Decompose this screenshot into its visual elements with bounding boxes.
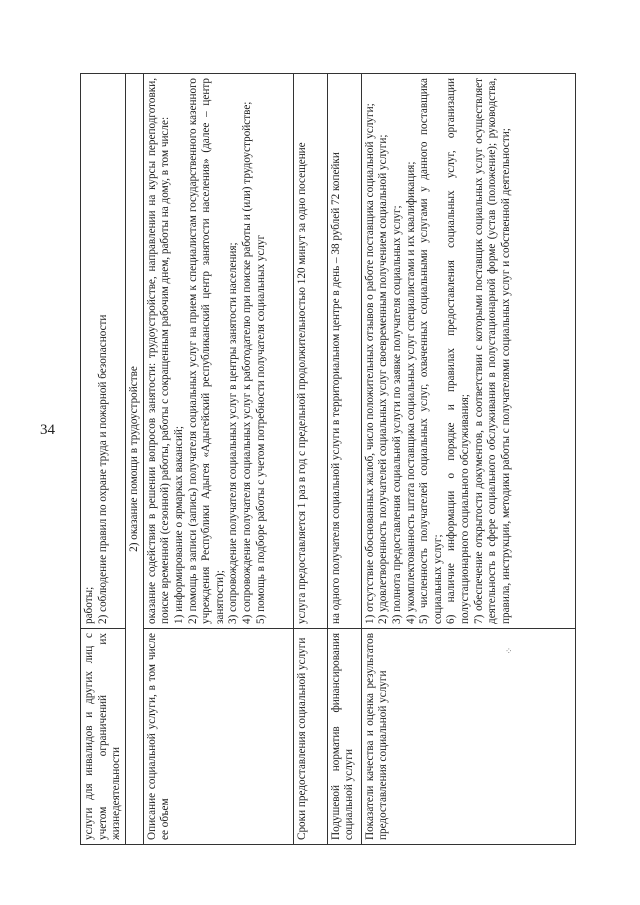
content-line: 3) полнота предоставления социальной услуги по заявке получателя социальных услуг; (390, 205, 403, 624)
content-line: 5) численность получателей социальных услуг, охваченных социальными услугами у данного поставщика социальных услуг; (418, 78, 444, 624)
content-line: 4) сопровождение получателя социальных услуг к работодателю при поиске работы и (или) трудоустройстве; (240, 101, 253, 624)
scan-speck: ⁘ (505, 646, 513, 656)
row-label: Показатели качества и оценка результатов предоставления социальной услуги (361, 629, 575, 845)
content-line: 2) удовлетворенность получателей социальных услуг своевременным получением социальной услуги; (377, 134, 390, 624)
service-description-table (80, 73, 576, 845)
row-content (327, 74, 361, 629)
row-content (293, 74, 327, 629)
table-row (81, 74, 126, 845)
section-heading-row (125, 74, 143, 845)
content-line: услуга предоставляется 1 раз в год с предельной продолжительностью 120 минут за одно посещение (295, 142, 308, 624)
row-content (143, 74, 293, 629)
row-label: Сроки предоставления социальной услуги (293, 629, 327, 845)
table-row (361, 74, 575, 845)
table-row (143, 74, 293, 845)
row-label: Описание социальной услуги, в том числе ее объем (143, 629, 293, 845)
content-line: работы; (83, 586, 95, 624)
content-line: на одного получателя социальной услуги в территориальном центре в день – 38 рублей 72 копейки (329, 152, 342, 624)
content-line: 5) помощь в подборе работы с учетом потребности получателя социальных услуг (254, 234, 267, 624)
content-line: 1) информирование о ярмарках вакансий; (172, 426, 185, 624)
row-label: услуги для инвалидов и других лиц с учетом ограничений их жизнедеятельности (81, 629, 126, 845)
section-heading: 2) оказание помощи в трудоустройстве (125, 74, 143, 845)
content-line: 7) обеспечение открытости документов, в соответствии с которыми поставщик социальных услуг осуществляет деятельность в сфере социального обслуживания в полустационарной форме (устав (положение); руководства, правила, инструкции, методики работы с получателями социальных услуг и собственной деятельности; (472, 78, 512, 624)
table-row (293, 74, 327, 845)
content-line: 6) наличие информации о порядке и правилах предоставления социальных услуг, организации полустационарного социального обслуживания; (445, 78, 471, 624)
content-line: 1) отсутствие обоснованных жалоб, число положительных отзывов о работе поставщика социальной услуги; (363, 103, 376, 624)
row-content (361, 74, 575, 629)
table-row (327, 74, 361, 845)
content-line: 4) укомплектованность штата поставщика социальных услуг специалистами и их квалификация; (404, 161, 417, 624)
page-number: 34 (40, 422, 55, 438)
content-line: оказание содействия в решении вопросов занятости: трудоустройстве, направлении на курсы переподготовки, поиске временной (сезонной) работы, работы с сокращенным рабочим днем, работы на дому, в том числе: (145, 78, 172, 624)
content-line: 2) соблюдение правил по охране труда и пожарной безопасности (96, 314, 109, 624)
content-line: 2) помощь в записи (запись) получателя социальных услуг на прием к специалистам государственного казенного учреждения Республики Адыгея «Адыгейский республиканский центр занятости населения» (далее – центр занятости); (186, 78, 226, 624)
rotated-page-content (80, 73, 576, 845)
row-label: Подушевой норматив финансирования социальной услуги (327, 629, 361, 845)
content-line: 3) сопровождение получателя социальных услуг в центры занятости населения; (227, 242, 240, 624)
row-content (81, 74, 126, 629)
